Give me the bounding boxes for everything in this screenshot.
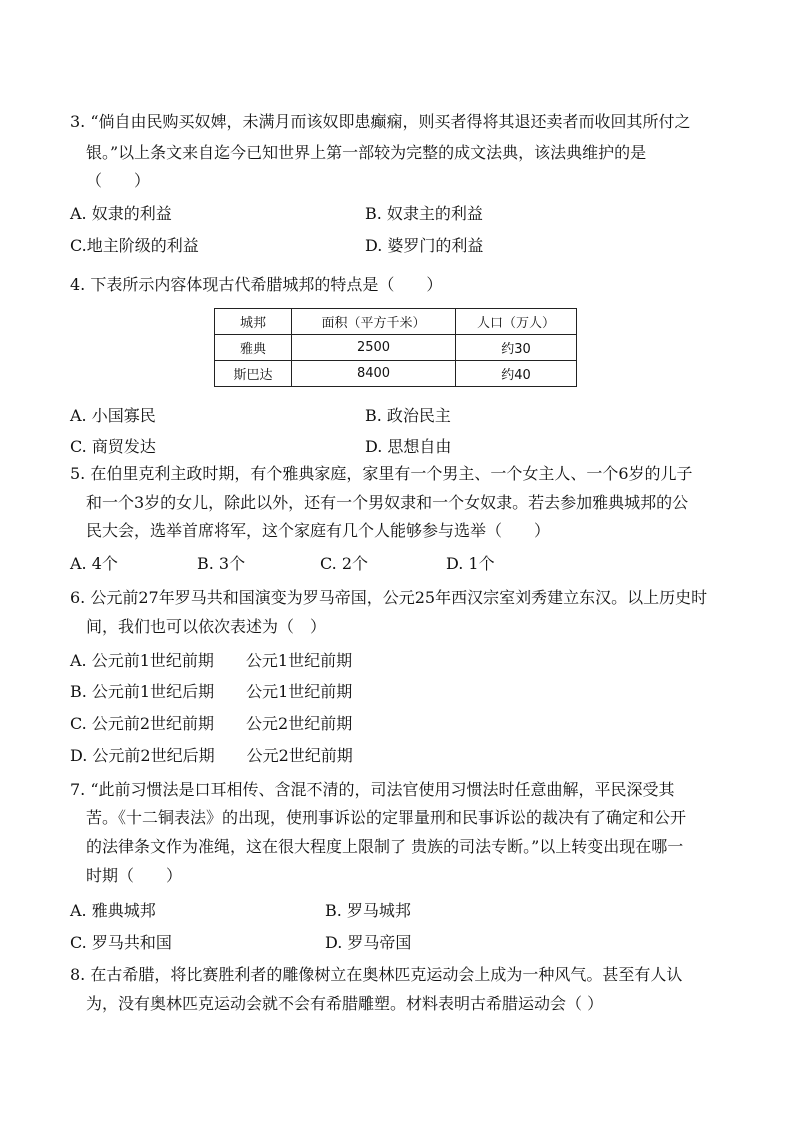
q4-stem-line-1: 4. 下表所示内容体现古代希腊城邦的特点是（ ） — [70, 275, 443, 294]
q7-stem-line-2: 苦。《十二铜表法》的出现，使刑事诉讼的定罪量刑和民事诉讼的裁决有了确定和公开 — [86, 808, 687, 827]
q6-option-c: C. 公元前2世纪前期 公元2世纪前期 — [70, 714, 353, 733]
table-header-row — [215, 309, 577, 335]
q6-stem-line-1: 6. 公元前27年罗马共和国演变为罗马帝国，公元25年西汉宗室刘秀建立东汉。以上历史时 — [70, 588, 708, 607]
q8-stem-line-2: 为，没有奥林匹克运动会就不会有希腊雕塑。材料表明古希腊运动会（ ） — [86, 994, 604, 1013]
q5-stem-line-2: 和一个3岁的女儿，除此以外，还有一个男奴隶和一个女奴隶。若去参加雅典城邦的公 — [86, 493, 689, 512]
q3-option-a: A. 奴隶的利益 — [70, 204, 172, 223]
q4-option-a: A. 小国寡民 — [70, 406, 156, 425]
q6-option-b: B. 公元前1世纪后期 公元1世纪前期 — [70, 682, 353, 701]
table-header-cell: 人口（万人） — [456, 309, 577, 335]
q3-stem-line-3: （ ） — [86, 171, 151, 190]
q4-option-d: D. 思想自由 — [365, 437, 452, 456]
q7-option-c: C. 罗马共和国 — [70, 933, 172, 952]
q3-stem-line-2: 银。”以上条文来自迄今已知世界上第一部较为完整的成文法典，该法典维护的是 — [86, 143, 647, 162]
table-cell: 约30 — [456, 335, 577, 361]
q4-option-b: B. 政治民主 — [365, 406, 451, 425]
q5-stem-line-1: 5. 在伯里克利主政时期，有个雅典家庭，家里有一个男主、一个女主人、一个6岁的儿子 — [70, 464, 693, 483]
q5-option-a: A. 4个 — [70, 554, 118, 573]
q5-option-d: D. 1个 — [446, 554, 495, 573]
q4-option-c: C. 商贸发达 — [70, 437, 156, 456]
q3-option-c: C.地主阶级的利益 — [70, 236, 199, 255]
q6-option-d: D. 公元前2世纪后期 公元2世纪前期 — [70, 746, 353, 765]
q7-stem-line-3: 的法律条文作为准绳，这在很大程度上限制了 贵族的司法专断。”以上转变出现在哪一 — [86, 837, 684, 856]
table-header-cell: 面积（平方千米） — [292, 309, 456, 335]
table-header-cell: 城邦 — [215, 309, 292, 335]
q7-option-b: B. 罗马城邦 — [325, 901, 411, 920]
q6-option-a: A. 公元前1世纪前期 公元1世纪前期 — [70, 651, 353, 670]
table-cell: 8400 — [292, 361, 456, 387]
table-row — [215, 361, 577, 387]
table-row — [215, 335, 577, 361]
table-cell: 2500 — [292, 335, 456, 361]
q5-option-b: B. 3个 — [197, 554, 246, 573]
table-cell: 斯巴达 — [215, 361, 292, 387]
q7-option-a: A. 雅典城邦 — [70, 901, 156, 920]
q5-option-c: C. 2个 — [320, 554, 369, 573]
q6-stem-line-2: 间，我们也可以依次表述为（ ） — [86, 617, 327, 636]
q8-stem-line-1: 8. 在古希腊，将比赛胜利者的雕像树立在奥林匹克运动会上成为一种风气。甚至有人认 — [70, 965, 683, 984]
q7-stem-line-1: 7. “此前习惯法是口耳相传、含混不清的，司法官使用习惯法时任意曲解，平民深受其 — [70, 780, 675, 799]
table-cell: 约40 — [456, 361, 577, 387]
q3-option-b: B. 奴隶主的利益 — [365, 204, 483, 223]
table-cell: 雅典 — [215, 335, 292, 361]
city-state-table — [214, 308, 577, 387]
q5-stem-line-3: 民大会，选举首席将军，这个家庭有几个人能够参与选举（ ） — [86, 521, 551, 540]
q7-option-d: D. 罗马帝国 — [325, 933, 412, 952]
q3-option-d: D. 婆罗门的利益 — [365, 236, 484, 255]
q3-stem-line-1: 3. “倘自由民购买奴婢，未满月而该奴即患癫痫，则买者得将其退还卖者而收回其所付之 — [70, 112, 691, 131]
q7-stem-line-4: 时期（ ） — [86, 866, 183, 885]
